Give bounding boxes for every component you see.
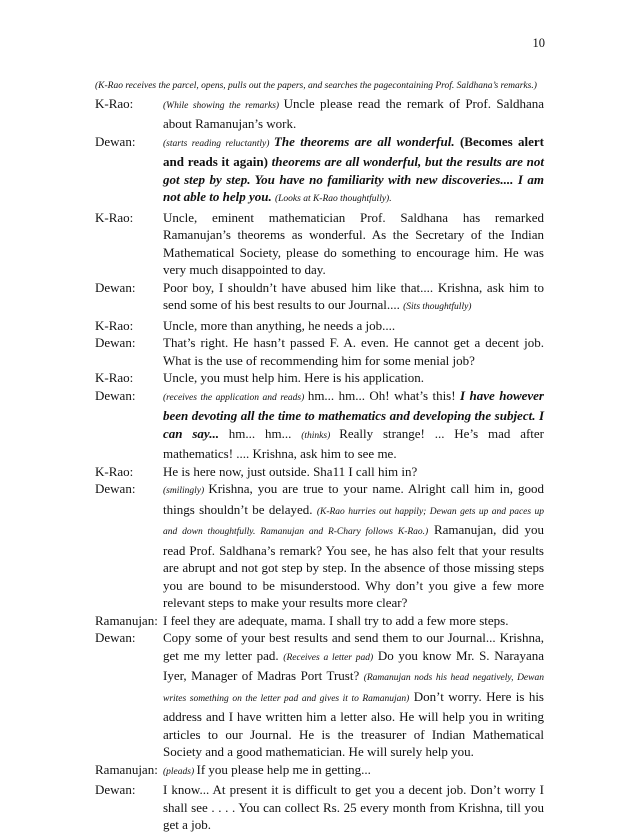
dialogue-text xyxy=(163,629,544,761)
dialogue-segment: Uncle, you must help him. Here is his application. xyxy=(163,370,425,385)
dialogue-turn xyxy=(95,480,544,612)
dialogue-segment: theorems are all wonderful, but the results are not got step by step. You have no familiarity with new discoveries.... I am not able to help you. xyxy=(163,154,545,204)
stage-direction-inline: (smilingly) xyxy=(163,486,209,496)
dialogue-segment: Poor boy, I shouldn’t have abused him like that.... Krishna, ask him to send some of his best results to our Journal.... xyxy=(163,279,544,312)
speaker-name: Dewan: xyxy=(95,279,136,295)
dialogue-segment: Uncle, more than anything, he needs a job.... xyxy=(163,317,396,333)
dialogue-turn xyxy=(95,629,544,761)
speaker-name: Dewan: xyxy=(95,387,136,403)
speaker-name: Ramanujan: xyxy=(95,612,158,628)
speaker-name: K-Rao: xyxy=(95,317,134,333)
dialogue-turn xyxy=(95,279,544,317)
speaker-name: Dewan: xyxy=(95,782,136,797)
stage-direction-inline: (While showing the remarks) xyxy=(163,100,284,111)
dialogue-segment: If you please help me in getting... xyxy=(196,761,371,777)
dialogue-text xyxy=(163,387,544,463)
stage-direction-inline: (Receives a letter pad) xyxy=(283,652,374,663)
play-script xyxy=(95,80,544,834)
stage-direction-inline: (Ramanujan nods his head negatively, Dewan writes something on the letter pad and gives it to Ramanujan) xyxy=(163,673,544,704)
dialogue-turn xyxy=(95,334,544,369)
dialogue-segment: (Becomes alert and reads it again) xyxy=(163,133,544,169)
dialogue-text xyxy=(163,279,544,317)
stage-direction-inline: (K-Rao hurries out happily; Dewan gets up and paces up and down thoughtfully. Ramanujan and R-Chary follows K-Rao.) xyxy=(163,506,544,537)
dialogue-segment: Really strange! ... He’s mad after mathematics! .... Krishna, ask him to see me. xyxy=(163,425,545,461)
speaker-name: Dewan: xyxy=(95,133,136,149)
dialogue-segment: Krishna, you are true to your name. Alright call him in, good things shouldn’t be delayed. xyxy=(163,481,544,517)
dialogue-text xyxy=(163,209,544,279)
stage-direction-inline: (thinks) xyxy=(301,430,340,441)
dialogue-segment: I feel they are adequate, mama. I shall try to add a few more steps. xyxy=(163,612,509,628)
dialogue-turn xyxy=(95,209,544,279)
dialogue-text xyxy=(163,133,544,209)
dialogue-segment: Do you know Mr. S. Narayana Iyer, Manager of Madras Port Trust? xyxy=(163,647,544,683)
dialogue-segment: That’s right. He hasn’t passed F. A. even. He cannot get a decent job. What is the use of recommending him for some menial job? xyxy=(163,335,544,368)
dialogue-text xyxy=(163,463,544,481)
dialogue-segment: hm... hm... Oh! what’s this! xyxy=(307,387,461,403)
dialogue-text xyxy=(163,612,544,630)
dialogue-turn xyxy=(95,463,544,481)
dialogue-segment: Ramanujan, did you read Prof. Saldhana’s remark? You see, he has also felt that your results are abrupt and not got step by step. In the absence of those missing steps you are bound to be misunderstood. Why don’t you give a few more relevant steps to make your results more clear? xyxy=(163,522,544,610)
stage-direction: (K-Rao receives the parcel, opens, pulls out the papers, and searches the pagecontaining Prof. Saldhana’s remarks.) xyxy=(95,81,537,91)
dialogue-text xyxy=(163,480,544,612)
speaker-name: K-Rao: xyxy=(95,209,134,225)
dialogue-turn xyxy=(95,317,544,335)
dialogue-turn xyxy=(95,387,544,463)
dialogue-segment: I have however been devoting all the time to mathematics and developing the subject. I can say... xyxy=(163,387,544,441)
dialogue-segment: Uncle please read the remark of Prof. Saldhana about Ramanujan’s work. xyxy=(163,95,544,131)
speaker-name: K-Rao: xyxy=(95,370,134,385)
dialogue-segment: Don’t worry. Here is his address and I have written him a letter also. He will help you in writing articles to our Journal. He is the treasurer of Indian Mathematical Society and a good mathematician. He will surely help you. xyxy=(163,688,544,759)
stage-direction-inline: (Sits thoughtfully) xyxy=(403,302,472,312)
dialogue-text xyxy=(163,95,544,133)
page-number: 10 xyxy=(532,36,545,50)
stage-direction-inline: (receives the application and reads) xyxy=(163,392,308,403)
dialogue-turn xyxy=(95,612,544,630)
speaker-name: Dewan: xyxy=(95,481,136,496)
dialogue-segment: I know... At present it is difficult to get you a decent job. Don’t worry I shall see . . . . You can collect Rs. 25 every month from Krishna, till you get a job. xyxy=(163,782,544,832)
speaker-name: Ramanujan: xyxy=(95,761,158,777)
dialogue-turn xyxy=(95,95,544,133)
dialogue-text xyxy=(163,317,544,335)
dialogue-turn xyxy=(95,761,544,782)
dialogue-turn xyxy=(95,369,544,387)
dialogue-list xyxy=(95,95,544,834)
dialogue-text xyxy=(163,761,544,782)
dialogue-segment: The theorems are all wonderful. xyxy=(273,133,460,149)
dialogue-segment: Uncle, eminent mathematician Prof. Saldhana has remarked Ramanujan’s theorems as wonderful. As the Secretary of the Indian Mathematical Society, please do something to encourage him. He was very much disappointed to day. xyxy=(163,209,544,277)
stage-direction-inline: (starts reading reluctantly) xyxy=(163,138,274,149)
dialogue-segment: hm... hm... xyxy=(218,425,302,441)
speaker-name: K-Rao: xyxy=(95,95,134,111)
stage-direction-inline: (Looks at K-Rao thoughtfully). xyxy=(274,194,392,204)
speaker-name: K-Rao: xyxy=(95,463,134,479)
dialogue-text xyxy=(163,334,544,369)
dialogue-text xyxy=(163,369,544,387)
dialogue-turn xyxy=(95,133,544,209)
speaker-name: Dewan: xyxy=(95,335,136,350)
stage-direction-inline: (pleads) xyxy=(163,766,197,777)
dialogue-segment: He is here now, just outside. Sha11 I call him in? xyxy=(163,463,418,479)
speaker-name: Dewan: xyxy=(95,630,136,645)
dialogue-segment: Copy some of your best results and send them to our Journal... Krishna, get me my letter pad. xyxy=(163,630,544,663)
